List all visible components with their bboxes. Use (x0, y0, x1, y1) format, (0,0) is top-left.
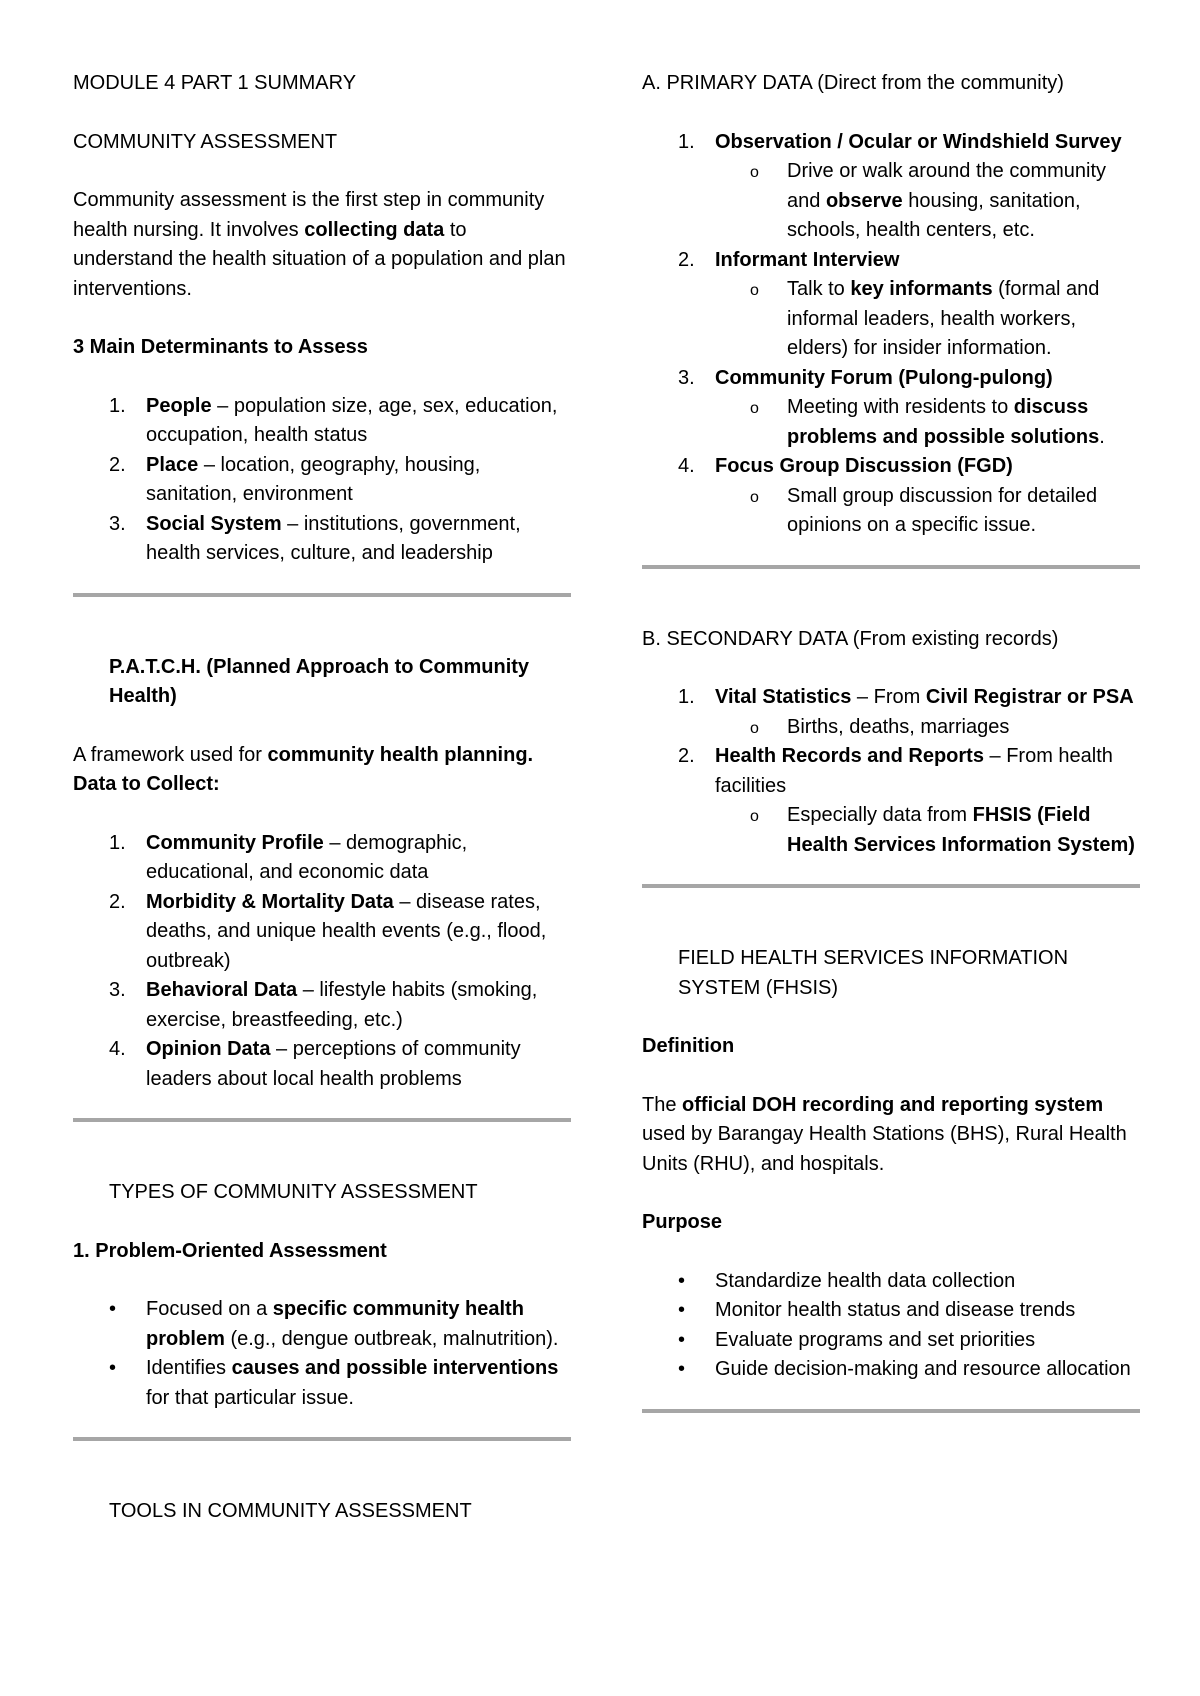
secondary-data-list (642, 683, 1140, 860)
patch-list (73, 829, 571, 1095)
list-item: 2. Morbidity & Mortality Data – disease rates, deaths, and unique health events (e.g., flood, outbreak) (109, 890, 547, 972)
horizontal-rule (73, 593, 571, 597)
problem-oriented-list (73, 1295, 571, 1413)
list-item: 1. Observation / Ocular or Windshield Survey o Drive or walk around the community and observe housing, sanitation, schools, health centers, etc. (642, 128, 1140, 246)
sub-list-item: o Small group discussion for detailed opinions on a specific issue. (750, 484, 1098, 536)
list-item: • Guide decision-making and resource allocation (678, 1358, 1131, 1380)
list-item: 2. Place – location, geography, housing, sanitation, environment (109, 453, 481, 505)
list-item: 1. People – population size, age, sex, education, occupation, health status (109, 394, 558, 446)
secondary-data-heading: B. SECONDARY DATA (From existing records) (642, 627, 1059, 650)
horizontal-rule (642, 565, 1140, 569)
tools-heading: TOOLS IN COMMUNITY ASSESSMENT (109, 1500, 472, 1522)
horizontal-rule (73, 1118, 571, 1122)
list-item: 2. Informant Interview o Talk to key informants (formal and informal leaders, health workers, elders) for insider information. (642, 246, 1140, 364)
determinants-list (73, 392, 571, 569)
sub-list-item: o Especially data from FHSIS (Field Health Services Information System) (750, 804, 1135, 856)
sub-list-item: o Births, deaths, marriages (750, 715, 1010, 738)
community-assessment-intro: Community assessment is the first step in community health nursing. It involves collecting data to understand the health situation of a population and plan interventions. (73, 189, 566, 300)
patch-intro: A framework used for community health planning. (73, 743, 534, 766)
list-item: • Focused on a specific community health problem (e.g., dengue outbreak, malnutrition). (109, 1298, 559, 1350)
definition-heading: Definition (642, 1035, 735, 1057)
fhsis-heading: FIELD HEALTH SERVICES INFORMATION SYSTEM (FHSIS) (678, 947, 1069, 999)
data-to-collect-heading: Data to Collect: (73, 773, 220, 795)
list-item: 2. Health Records and Reports – From health facilities o Especially data from FHSIS (Field Health Services Information System) (642, 742, 1140, 860)
primary-data-list (642, 128, 1140, 541)
list-item: • Identifies causes and possible interventions for that particular issue. (109, 1357, 559, 1409)
list-item: 1. Vital Statistics – From Civil Registrar or PSA o Births, deaths, marriages (642, 683, 1140, 742)
horizontal-rule (642, 1409, 1140, 1413)
horizontal-rule (642, 884, 1140, 888)
sub-list-item: o Meeting with residents to discuss problems and possible solutions. (750, 396, 1105, 448)
community-assessment-heading: COMMUNITY ASSESSMENT (73, 130, 338, 153)
definition-text: The official DOH recording and reporting system used by Barangay Health Stations (BHS), Rural Health Units (RHU), and hospitals. (642, 1093, 1127, 1175)
purpose-heading: Purpose (642, 1211, 723, 1233)
patch-heading: P.A.T.C.H. (Planned Approach to Community Health) (109, 655, 530, 707)
sub-list-item: o Drive or walk around the community and observe housing, sanitation, schools, health centers, etc. (750, 160, 1107, 241)
list-item: • Standardize health data collection (678, 1269, 1016, 1292)
list-item: 4. Focus Group Discussion (FGD) o Small group discussion for detailed opinions on a specific issue. (642, 452, 1140, 541)
list-item: • Evaluate programs and set priorities (678, 1328, 1036, 1351)
purpose-list (642, 1267, 1140, 1385)
determinants-heading: 3 Main Determinants to Assess (73, 336, 368, 358)
sub-list-item: o Talk to key informants (formal and informal leaders, health workers, elders) for insider information. (750, 278, 1100, 359)
left-column (73, 69, 571, 1527)
list-item: 3. Community Forum (Pulong-pulong) o Meeting with residents to discuss problems and possible solutions. (642, 364, 1140, 453)
list-item: • Monitor health status and disease trends (678, 1299, 1076, 1321)
horizontal-rule (73, 1437, 571, 1441)
module-title: MODULE 4 PART 1 SUMMARY (73, 72, 357, 94)
list-item: 4. Opinion Data – perceptions of community leaders about local health problems (109, 1038, 521, 1090)
list-item: 1. Community Profile – demographic, educational, and economic data (109, 831, 468, 883)
list-item: 3. Social System – institutions, government, health services, culture, and leadership (109, 512, 521, 564)
right-column (642, 69, 1140, 1413)
primary-data-heading: A. PRIMARY DATA (Direct from the community) (642, 72, 1064, 94)
types-heading: TYPES OF COMMUNITY ASSESSMENT (109, 1181, 478, 1203)
list-item: 3. Behavioral Data – lifestyle habits (smoking, exercise, breastfeeding, etc.) (109, 979, 538, 1031)
problem-oriented-heading: 1. Problem-Oriented Assessment (73, 1239, 387, 1262)
